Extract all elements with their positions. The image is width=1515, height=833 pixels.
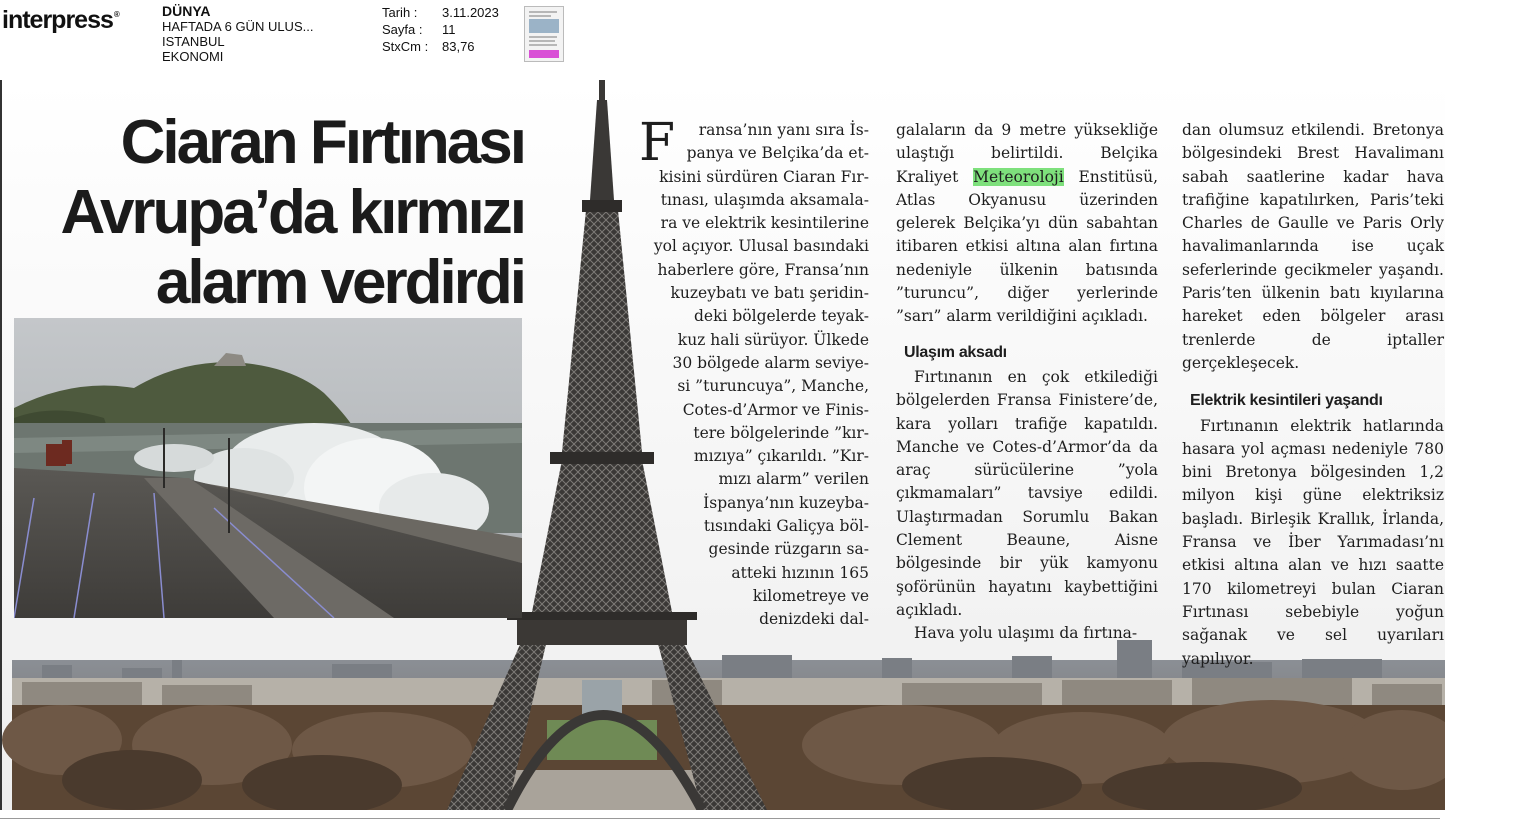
text-line: si ”turuncuya”, Manche,	[677, 377, 869, 396]
paragraph	[896, 119, 1158, 329]
headline-line: alarm verdirdi	[155, 248, 524, 317]
paragraph: Hava yolu ulaşımı da fırtına-	[914, 624, 1138, 643]
meta-labels	[382, 4, 428, 55]
highlighted-keyword: Meteoroloji	[973, 167, 1064, 186]
newspaper-clipping	[0, 80, 1445, 810]
text-line: gesinde rüzgarın sa-	[708, 540, 869, 559]
text-line: mızı alarm” verilen	[718, 470, 869, 489]
text-line: kuzeybatı ve batı şeridin-	[670, 284, 869, 303]
page-label: Sayfa :	[382, 22, 423, 37]
text-line: kisini sürdüren Ciaran Fır-	[659, 167, 869, 186]
article-column-2	[896, 119, 1158, 646]
interpress-logo	[2, 6, 118, 35]
storm-waves-photo	[14, 318, 522, 618]
text-line: İspanya’nın kuzeyba-	[703, 493, 869, 512]
publication-name: DÜNYA	[162, 3, 211, 19]
headline-line: Avrupa’da kırmızı	[60, 178, 524, 247]
text-line: yol açıyor. Ulusal basındaki	[653, 237, 869, 256]
paragraph-text: galaların da 9 metre yüksekliğe ulaştığı belirtildi. Belçika Kraliyet	[896, 121, 1158, 186]
text-line: denizdeki dal-	[759, 610, 869, 629]
publication-frequency: HAFTADA 6 GÜN ULUS...	[162, 19, 314, 34]
page-value: 11	[442, 22, 456, 37]
text-line: kilometreye ve	[752, 586, 869, 605]
text-line: tere bölgelerinde ”kır-	[693, 423, 869, 442]
publication-info	[162, 4, 313, 64]
text-line: ransa’nın yanı sıra İs-	[698, 121, 869, 139]
headline-line: Ciaran Fırtınası	[120, 108, 524, 177]
text-line: tısındaki Galiçya böl-	[703, 517, 869, 536]
bottom-rule	[0, 818, 1440, 819]
text-line: Cotes-d’Armor ve Finis-	[682, 400, 869, 419]
text-line: atteki hızının 165	[731, 563, 869, 582]
publication-category: EKONOMI	[162, 49, 224, 64]
subheading: Ulaşım aksadı	[904, 343, 1007, 361]
paragraph: Fırtınanın en çok etkilediği bölgelerden Fransa Finistere’de, kara yolları trafiğe kapatıldı. Manche ve Cotes-d’Armor’da da araç sürücülerine ”yola çıkmamaları” tavsiye edildi. Ulaştırmadan Sorumlu Bakan Clement Beaune, Aisne bölgesinde bir yük kamyonu şoförünün hayatını kaybettiğini açıkladı.	[896, 367, 1158, 619]
article-column-3	[1182, 119, 1444, 671]
text-line: deki bölgelerde teyak-	[694, 307, 869, 326]
text-line: 30 bölgede alarm seviye-	[672, 353, 869, 372]
publication-city: ISTANBUL	[162, 34, 225, 49]
text-line: tınası, ulaşımda aksamala-	[660, 190, 869, 209]
text-line: mızıya” çıkarıldı. ”Kır-	[693, 447, 869, 466]
stxcm-label: StxCm :	[382, 39, 429, 54]
paragraph-text: Enstitüsü, Atlas Okyanusu üzerinden gelerek Belçika’yı dün sabahtan itibaren etkisi altına alan fırtına nedeniyle ülkenin batısında ”turuncu”, diğer yerlerinde ”sarı” alarm verildiğini açıkladı.	[896, 167, 1158, 326]
stxcm-value: 83,76	[442, 39, 475, 54]
date-label: Tarih :	[382, 5, 418, 20]
text-line: kuz hali sürüyor. Ülkede	[677, 330, 869, 349]
text-line: haberlere göre, Fransa’nın	[657, 260, 869, 279]
registered-mark: ®	[113, 10, 119, 19]
meta-values	[442, 4, 499, 55]
page-thumbnail[interactable]	[524, 6, 564, 62]
subheading: Elektrik kesintileri yaşandı	[1190, 392, 1383, 410]
paragraph: Fırtınanın elektrik hatlarında hasara yol açması nedeniyle 780 bini Bretonya bölgesinden 1,2 milyon kişi güne elektriksiz başladı. Birleşik Krallık, İrlanda, Fransa ve İber Yarımadası’nı etkisi altına alan ve hızı saatte 170 kilometreyi bulan Ciaran Fırtınası sebebiyle yoğun sağanak ve sel uyarıları yapılıyor.	[1182, 416, 1444, 668]
text-line: ra ve elektrik kesintilerine	[660, 214, 869, 233]
drop-cap: F	[639, 113, 676, 173]
article-column-1	[639, 113, 869, 632]
headline	[2, 108, 524, 318]
paragraph: dan olumsuz etkilendi. Bretonya bölgesindeki Brest Havalimanı sabah saatlerine kadar hava trafiğine kapatılırken, Paris’teki Charles de Gaulle ve Paris Orly havalimanlarında ise uçak seferlerinde gecikmeler yaşandı. Paris’ten ülkenin batı kıyılarına hareket eden bölgeler arası trenlerde de iptaller gerçekleşecek.	[1182, 121, 1444, 372]
date-value: 3.11.2023	[442, 5, 499, 20]
logo-text: interpress	[2, 6, 113, 34]
text-line: panya ve Belçika’da et-	[686, 144, 869, 163]
